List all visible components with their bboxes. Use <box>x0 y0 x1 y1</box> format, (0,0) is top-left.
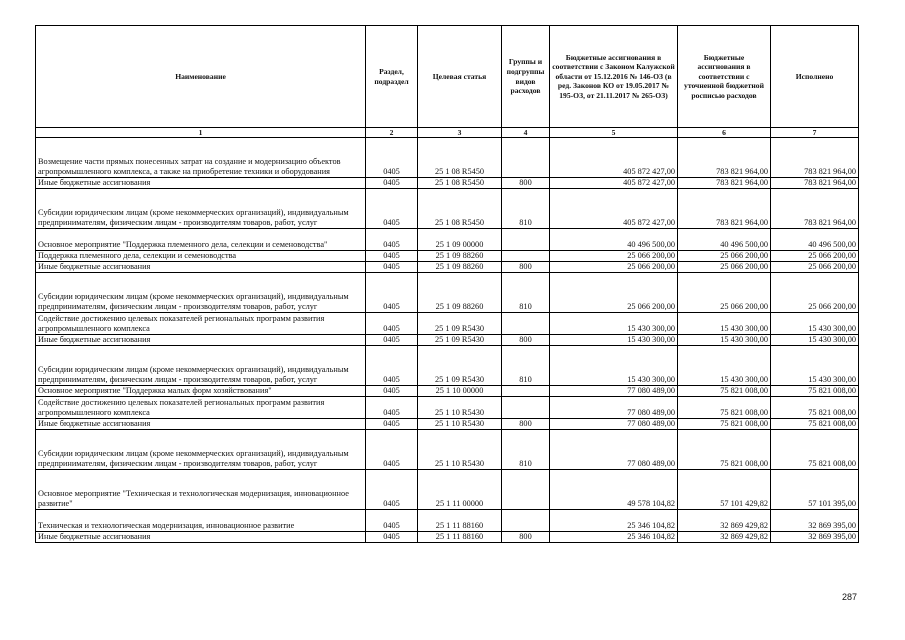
cell-section: 0405 <box>366 430 418 470</box>
cell-refined-amount: 75 821 008,00 <box>678 397 771 419</box>
cell-executed-amount: 75 821 008,00 <box>771 386 859 397</box>
cell-refined-amount: 15 430 300,00 <box>678 346 771 386</box>
table-row <box>36 313 859 335</box>
cell-group <box>502 386 550 397</box>
table-row <box>36 335 859 346</box>
cell-article: 25 1 11 88160 <box>418 510 502 532</box>
cell-article: 25 1 08 R5450 <box>418 189 502 229</box>
table-row <box>36 251 859 262</box>
cell-name: Иные бюджетные ассигнования <box>36 178 366 189</box>
table-row <box>36 532 859 543</box>
cell-article: 25 1 08 R5450 <box>418 138 502 178</box>
column-number-row <box>36 128 859 138</box>
cell-section: 0405 <box>366 532 418 543</box>
cell-group <box>502 510 550 532</box>
cell-law-amount: 40 496 500,00 <box>550 229 678 251</box>
table-row <box>36 189 859 229</box>
cell-article: 25 1 09 R5430 <box>418 313 502 335</box>
cell-name: Иные бюджетные ассигнования <box>36 335 366 346</box>
cell-law-amount: 15 430 300,00 <box>550 313 678 335</box>
cell-name: Субсидии юридическим лицам (кроме некоммерческих организаций), индивидуальным предпринимателям, физическим лицам - производителям товаров, работ, услуг <box>36 189 366 229</box>
cell-group <box>502 229 550 251</box>
cell-group: 800 <box>502 532 550 543</box>
cell-section: 0405 <box>366 273 418 313</box>
cell-name: Поддержка племенного дела, селекции и семеноводства <box>36 251 366 262</box>
cell-group <box>502 470 550 510</box>
cell-group: 810 <box>502 430 550 470</box>
cell-law-amount: 15 430 300,00 <box>550 346 678 386</box>
cell-law-amount: 25 346 104,82 <box>550 510 678 532</box>
cell-article: 25 1 10 R5430 <box>418 419 502 430</box>
table-row <box>36 386 859 397</box>
cell-refined-amount: 32 869 429,82 <box>678 532 771 543</box>
cell-executed-amount: 15 430 300,00 <box>771 335 859 346</box>
cell-law-amount: 25 066 200,00 <box>550 262 678 273</box>
cell-article: 25 1 09 00000 <box>418 229 502 251</box>
col-refined-header: Бюджетные ассигнования в соответствии с уточненной бюджетной росписью расходов <box>678 26 771 128</box>
header-row <box>36 26 859 128</box>
cell-section: 0405 <box>366 251 418 262</box>
cell-executed-amount: 57 101 395,00 <box>771 470 859 510</box>
budget-table <box>35 25 859 543</box>
cell-article: 25 1 09 88260 <box>418 262 502 273</box>
cell-group: 810 <box>502 346 550 386</box>
col-number: 5 <box>550 128 678 138</box>
cell-law-amount: 15 430 300,00 <box>550 335 678 346</box>
cell-name: Иные бюджетные ассигнования <box>36 532 366 543</box>
cell-section: 0405 <box>366 313 418 335</box>
cell-name: Содействие достижению целевых показателей региональных программ развития агропромышленного комплекса <box>36 313 366 335</box>
cell-law-amount: 77 080 489,00 <box>550 430 678 470</box>
cell-refined-amount: 75 821 008,00 <box>678 430 771 470</box>
cell-executed-amount: 25 066 200,00 <box>771 262 859 273</box>
cell-executed-amount: 75 821 008,00 <box>771 397 859 419</box>
table-row <box>36 470 859 510</box>
cell-group <box>502 397 550 419</box>
cell-section: 0405 <box>366 189 418 229</box>
cell-executed-amount: 75 821 008,00 <box>771 430 859 470</box>
cell-article: 25 1 09 88260 <box>418 273 502 313</box>
col-article-header: Целевая статья <box>418 26 502 128</box>
cell-section: 0405 <box>366 335 418 346</box>
table-row <box>36 419 859 430</box>
cell-refined-amount: 75 821 008,00 <box>678 419 771 430</box>
cell-name: Субсидии юридическим лицам (кроме некоммерческих организаций), индивидуальным предпринимателям, физическим лицам - производителям товаров, работ, услуг <box>36 346 366 386</box>
cell-law-amount: 25 066 200,00 <box>550 251 678 262</box>
cell-section: 0405 <box>366 346 418 386</box>
cell-refined-amount: 25 066 200,00 <box>678 262 771 273</box>
col-number: 4 <box>502 128 550 138</box>
cell-executed-amount: 32 869 395,00 <box>771 510 859 532</box>
table-row <box>36 262 859 273</box>
cell-refined-amount: 32 869 429,82 <box>678 510 771 532</box>
cell-article: 25 1 11 00000 <box>418 470 502 510</box>
cell-group: 800 <box>502 335 550 346</box>
cell-refined-amount: 25 066 200,00 <box>678 251 771 262</box>
cell-executed-amount: 25 066 200,00 <box>771 251 859 262</box>
table-row <box>36 138 859 178</box>
cell-article: 25 1 10 00000 <box>418 386 502 397</box>
cell-law-amount: 25 346 104,82 <box>550 532 678 543</box>
col-law-header: Бюджетные ассигнования в соответствии с Законом Калужской области от 15.12.2016 № 146-ОЗ (в ред. Законов КО от 19.05.2017 № 195-ОЗ, от 21.11.2017 № 265-ОЗ) <box>550 26 678 128</box>
col-number: 3 <box>418 128 502 138</box>
col-number: 1 <box>36 128 366 138</box>
cell-group <box>502 313 550 335</box>
cell-section: 0405 <box>366 138 418 178</box>
cell-section: 0405 <box>366 510 418 532</box>
cell-name: Возмещение части прямых понесенных затрат на создание и модернизацию объектов агропромышленного комплекса, а также на приобретение техники и оборудования <box>36 138 366 178</box>
cell-article: 25 1 09 R5430 <box>418 335 502 346</box>
cell-refined-amount: 783 821 964,00 <box>678 189 771 229</box>
cell-article: 25 1 08 R5450 <box>418 178 502 189</box>
table-row <box>36 346 859 386</box>
cell-executed-amount: 783 821 964,00 <box>771 178 859 189</box>
cell-executed-amount: 783 821 964,00 <box>771 138 859 178</box>
cell-article: 25 1 10 R5430 <box>418 397 502 419</box>
cell-refined-amount: 15 430 300,00 <box>678 335 771 346</box>
cell-refined-amount: 15 430 300,00 <box>678 313 771 335</box>
cell-group: 810 <box>502 189 550 229</box>
cell-name: Основное мероприятие "Поддержка малых форм хозяйствования" <box>36 386 366 397</box>
cell-name: Субсидии юридическим лицам (кроме некоммерческих организаций), индивидуальным предпринимателям, физическим лицам - производителям товаров, работ, услуг <box>36 430 366 470</box>
col-name-header: Наименование <box>36 26 366 128</box>
cell-law-amount: 77 080 489,00 <box>550 397 678 419</box>
col-number: 2 <box>366 128 418 138</box>
cell-section: 0405 <box>366 229 418 251</box>
cell-article: 25 1 10 R5430 <box>418 430 502 470</box>
col-number: 7 <box>771 128 859 138</box>
col-group-header: Группы и подгруппы видов расходов <box>502 26 550 128</box>
table-row <box>36 178 859 189</box>
cell-law-amount: 49 578 104,82 <box>550 470 678 510</box>
cell-law-amount: 25 066 200,00 <box>550 273 678 313</box>
cell-law-amount: 405 872 427,00 <box>550 189 678 229</box>
cell-executed-amount: 32 869 395,00 <box>771 532 859 543</box>
cell-section: 0405 <box>366 178 418 189</box>
col-section-header: Раздел, подраздел <box>366 26 418 128</box>
cell-executed-amount: 15 430 300,00 <box>771 346 859 386</box>
cell-refined-amount: 40 496 500,00 <box>678 229 771 251</box>
cell-refined-amount: 57 101 429,82 <box>678 470 771 510</box>
cell-name: Основное мероприятие "Техническая и технологическая модернизация, инновационное развитие" <box>36 470 366 510</box>
cell-section: 0405 <box>366 470 418 510</box>
cell-executed-amount: 25 066 200,00 <box>771 273 859 313</box>
table-row <box>36 397 859 419</box>
cell-section: 0405 <box>366 386 418 397</box>
cell-group <box>502 138 550 178</box>
cell-name: Субсидии юридическим лицам (кроме некоммерческих организаций), индивидуальным предпринимателям, физическим лицам - производителям товаров, работ, услуг <box>36 273 366 313</box>
table-row <box>36 430 859 470</box>
cell-refined-amount: 75 821 008,00 <box>678 386 771 397</box>
cell-article: 25 1 09 88260 <box>418 251 502 262</box>
cell-group: 810 <box>502 273 550 313</box>
cell-executed-amount: 783 821 964,00 <box>771 189 859 229</box>
page-number: 287 <box>842 592 858 602</box>
cell-name: Основное мероприятие "Поддержка племенного дела, селекции и семеноводства" <box>36 229 366 251</box>
cell-article: 25 1 11 88160 <box>418 532 502 543</box>
cell-law-amount: 405 872 427,00 <box>550 138 678 178</box>
cell-name: Иные бюджетные ассигнования <box>36 262 366 273</box>
col-number: 6 <box>678 128 771 138</box>
cell-name: Содействие достижению целевых показателей региональных программ развития агропромышленного комплекса <box>36 397 366 419</box>
cell-refined-amount: 25 066 200,00 <box>678 273 771 313</box>
cell-law-amount: 405 872 427,00 <box>550 178 678 189</box>
cell-group: 800 <box>502 262 550 273</box>
cell-executed-amount: 15 430 300,00 <box>771 313 859 335</box>
cell-executed-amount: 75 821 008,00 <box>771 419 859 430</box>
cell-article: 25 1 09 R5430 <box>418 346 502 386</box>
cell-group: 800 <box>502 178 550 189</box>
cell-law-amount: 77 080 489,00 <box>550 419 678 430</box>
cell-section: 0405 <box>366 262 418 273</box>
cell-executed-amount: 40 496 500,00 <box>771 229 859 251</box>
table-row <box>36 510 859 532</box>
cell-section: 0405 <box>366 397 418 419</box>
cell-section: 0405 <box>366 419 418 430</box>
table-row <box>36 273 859 313</box>
col-executed-header: Исполнено <box>771 26 859 128</box>
cell-law-amount: 77 080 489,00 <box>550 386 678 397</box>
cell-name: Техническая и технологическая модернизация, инновационное развитие <box>36 510 366 532</box>
table-row <box>36 229 859 251</box>
cell-refined-amount: 783 821 964,00 <box>678 138 771 178</box>
cell-group: 800 <box>502 419 550 430</box>
cell-group <box>502 251 550 262</box>
cell-refined-amount: 783 821 964,00 <box>678 178 771 189</box>
cell-name: Иные бюджетные ассигнования <box>36 419 366 430</box>
table-body <box>36 138 859 543</box>
